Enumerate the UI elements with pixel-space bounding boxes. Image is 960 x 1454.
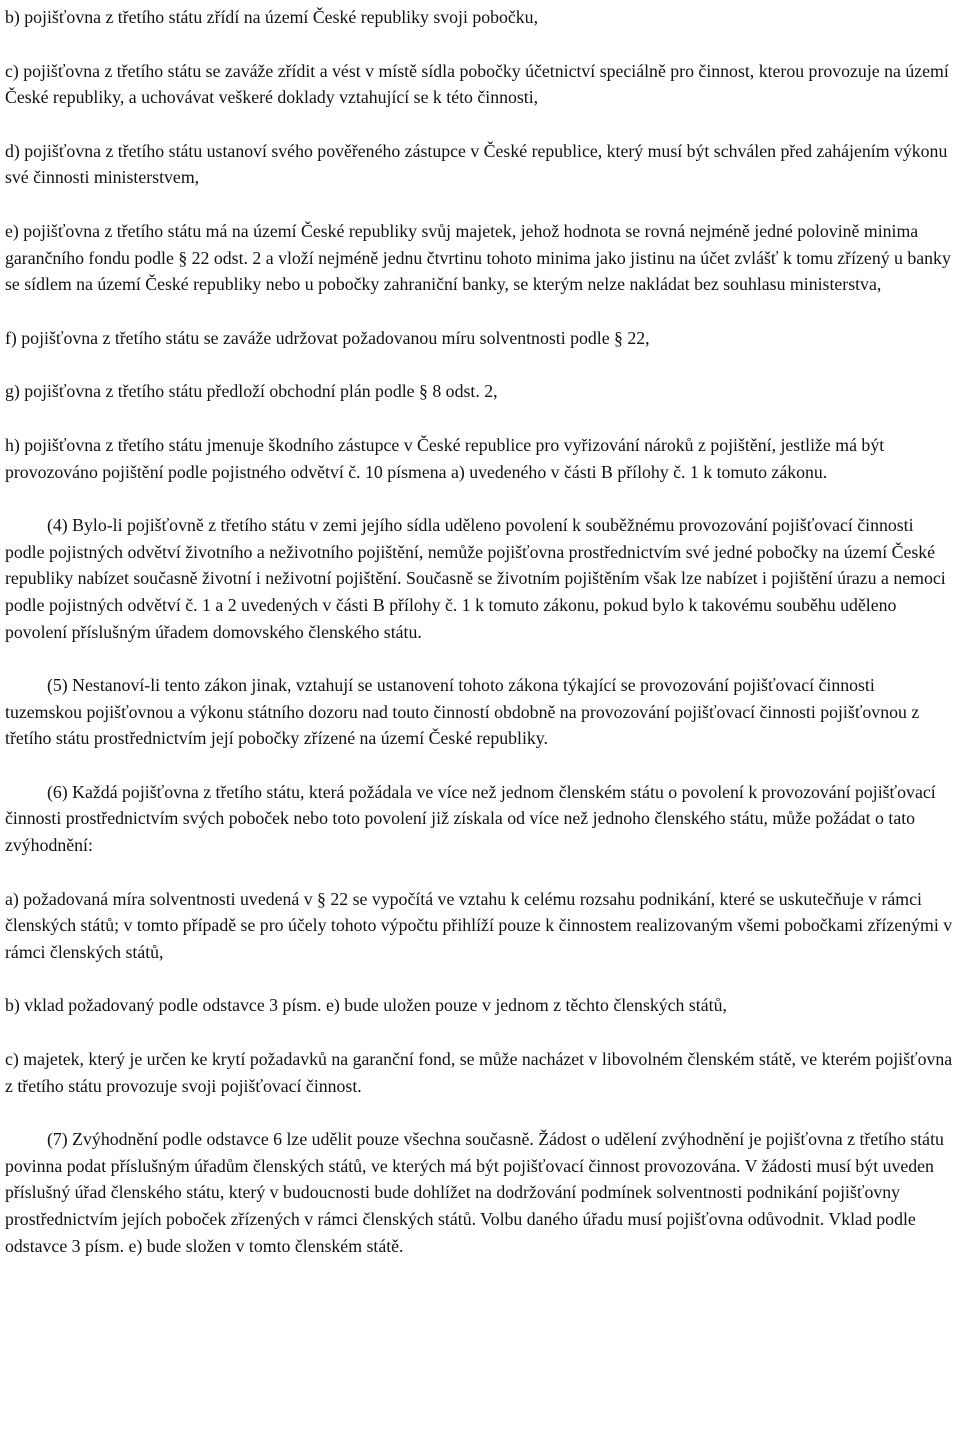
paragraph-d: d) pojišťovna z třetího státu ustanoví svého pověřeného zástupce v České republice, který musí být schválen před zahájením výkonu své činnosti ministerstvem, (5, 140, 948, 188)
paragraph-5: (5) Nestanoví-li tento zákon jinak, vztahují se ustanovení tohoto zákona týkající se provozování pojišťovací činnosti tuzemskou pojišťovnou a výkonu státního dozoru nad touto činností obdobně na provozování pojišťovací činnosti pojišťovnou z třetího státu prostřednictvím její pobočky zřízené na území České republiky. (5, 675, 920, 749)
paragraph-b: b) pojišťovna z třetího státu zřídí na území České republiky svoji pobočku, (5, 7, 539, 27)
paragraph-6a: a) požadovaná míra solventnosti uvedená v § 22 se vypočítá ve vztahu k celému rozsahu podnikání, které se uskutečňuje v rámci členských států; v tomto případě se pro účely tohoto výpočtu přihlíží pouze k činnostem realizovaným všemi pobočkami zřízenými v rámci členských států, (5, 888, 953, 962)
paragraph-6b: b) vklad požadovaný podle odstavce 3 písm. e) bude uložen pouze v jednom z těchto členských států, (5, 995, 727, 1016)
paragraph-e: e) pojišťovna z třetího státu má na území České republiky svůj majetek, jehož hodnota se rovná nejméně jedné polovině minima garančního fondu podle § 22 odst. 2 a vloží nejméně jednu čtvrtinu tohoto minima jako jistinu na účet zvlášť k tomu zřízený u banky se sídlem na území České republiky nebo u pobočky zahraniční banky, se kterým nelze nakládat bez souhlasu ministerstva, (5, 220, 951, 295)
paragraph-7: (7) Zvýhodnění podle odstavce 6 lze udělit pouze všechna současně. Žádost o udělení zvýhodnění je pojišťovna z třetího státu povinna podat příslušným úřadům členských států, ve kterých má být pojišťovací činnost provozována. V žádosti musí být uveden příslušný úřad členského státu, který v budoucnosti bude dohlížet na dodržování podmínek solventnosti podnikání pojišťovny prostřednictvím jejích poboček zřízených v rámci členských států. Volbu daného úřadu musí pojišťovna odůvodnit. Vklad podle odstavce 3 písm. e) bude složen v tomto členském státě. (5, 1129, 944, 1256)
paragraph-4: (4) Bylo-li pojišťovně z třetího státu v zemi jejího sídla uděleno povolení k souběžnému provozování pojišťovací činnosti podle pojistných odvětví životního a neživotního pojištění, nemůže pojišťovna prostřednictvím své jedné pobočky na území České republiky nabízet současně životní i neživotní pojištění. Současně se životním pojištěním však lze nabízet i pojištění úrazu a nemoci podle pojistných odvětví č. 1 a 2 uvedených v části B přílohy č. 1 k tomuto zákonu, pokud bylo k takovému souběhu uděleno povolení příslušným úřadem domovského členského státu. (5, 515, 946, 642)
paragraph-c: c) pojišťovna z třetího státu se zaváže zřídit a vést v místě sídla pobočky účetnictví speciálně pro činnost, kterou provozuje na území České republiky, a uchovávat veškeré doklady vztahující se k této činnosti, (5, 60, 949, 108)
paragraph-f: f) pojišťovna z třetího státu se zaváže udržovat požadovanou míru solventnosti podle § 22, (5, 327, 650, 348)
paragraph-6: (6) Každá pojišťovna z třetího státu, která požádala ve více než jednom členském státu o povolení k provozování pojišťovací činnosti prostřednictvím svých poboček nebo toto povolení již získala od více než jednoho členského státu, může požádat o tato zvýhodnění: (5, 781, 936, 856)
paragraph-h: h) pojišťovna z třetího státu jmenuje škodního zástupce v České republice pro vyřizování nároků z pojištění, jestliže má být provozováno pojištění podle pojistného odvětví č. 10 písmena a) uvedeného v části B přílohy č. 1 k tomuto zákonu. (5, 434, 885, 482)
paragraph-g: g) pojišťovna z třetího státu předloží obchodní plán podle § 8 odst. 2, (5, 381, 498, 402)
paragraph-6c: c) majetek, který je určen ke krytí požadavků na garanční fond, se může nacházet v libovolném členském státě, ve kterém pojišťovna z třetího státu provozuje svoji pojišťovací činnost. (5, 1049, 953, 1096)
